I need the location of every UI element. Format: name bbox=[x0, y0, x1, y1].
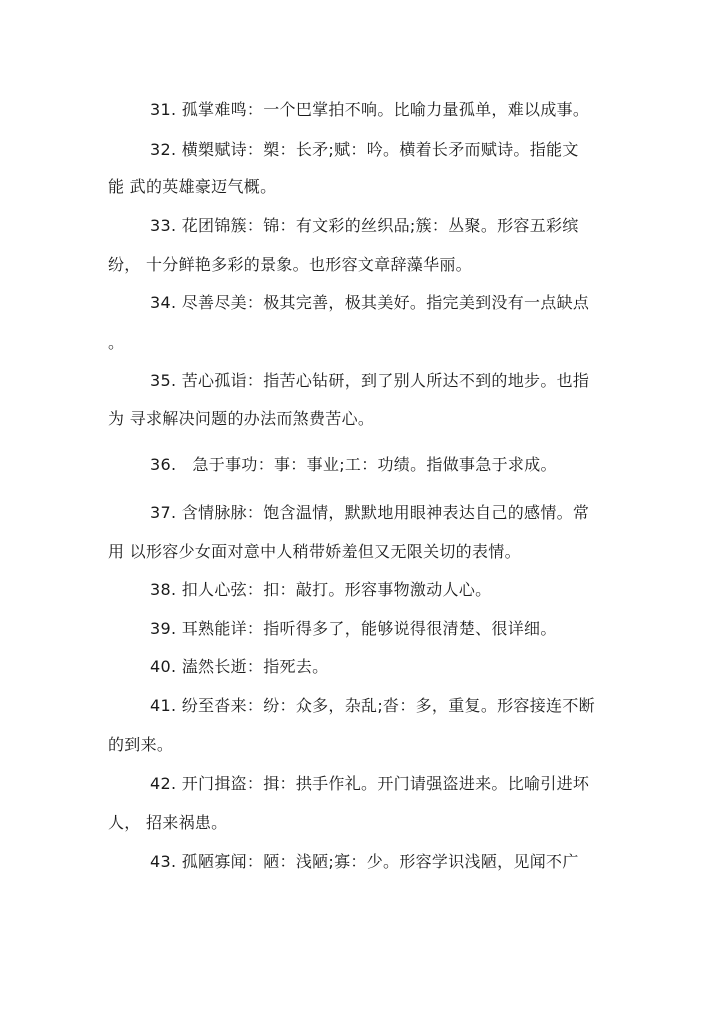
entry-32-line-2: 能 武的英雄豪迈气概。 bbox=[108, 177, 277, 196]
entry-37-line-2: 用 以形容少女面对意中人稍带娇羞但又无限关切的表情。 bbox=[108, 542, 521, 561]
entry-43-line-1: 43. 孤陋寡闻：陋：浅陋;寡：少。形容学识浅陋，见闻不广 bbox=[150, 852, 579, 871]
entry-33-line-1: 33. 花团锦簇：锦：有文彩的丝织品;簇：丛聚。形容五彩缤 bbox=[150, 216, 579, 235]
entry-38-line-1: 38. 扣人心弦：扣：敲打。形容事物激动人心。 bbox=[150, 580, 492, 599]
entry-34-line-2: 。 bbox=[108, 333, 125, 352]
entry-34-line-1: 34. 尽善尽美：极其完善，极其美好。指完美到没有一点缺点 bbox=[150, 293, 590, 312]
entry-31-line-1: 31. 孤掌难鸣：一个巴掌拍不响。比喻力量孤单，难以成事。 bbox=[150, 100, 590, 119]
entry-32-line-1: 32. 横槊赋诗：槊：长矛;赋：吟。横着长矛而赋诗。指能文 bbox=[150, 140, 579, 159]
entry-37-line-1: 37. 含情脉脉：饱含温情，默默地用眼神表达自己的感情。常 bbox=[150, 503, 590, 522]
entry-42-line-1: 42. 开门揖盗：揖：拱手作礼。开门请强盗进来。比喻引进坏 bbox=[150, 774, 590, 793]
entry-42-line-2: 人， 招来祸患。 bbox=[108, 813, 228, 832]
entry-36-line-1: 36. 急于事功：事：事业;工：功绩。指做事急于求成。 bbox=[150, 455, 557, 474]
entry-41-line-1: 41. 纷至沓来：纷：众多，杂乱;沓：多，重复。形容接连不断 bbox=[150, 696, 595, 715]
entry-33-line-2: 纷， 十分鲜艳多彩的景象。也形容文章辞藻华丽。 bbox=[108, 255, 472, 274]
entry-35-line-1: 35. 苦心孤诣：指苦心钻研，到了别人所达不到的地步。也指 bbox=[150, 371, 590, 390]
entry-41-line-2: 的到来。 bbox=[108, 735, 174, 754]
entry-35-line-2: 为 寻求解决问题的办法而煞费苦心。 bbox=[108, 409, 375, 428]
entry-40-line-1: 40. 溘然长逝：指死去。 bbox=[150, 657, 329, 676]
entry-39-line-1: 39. 耳熟能详：指听得多了，能够说得很清楚、很详细。 bbox=[150, 619, 557, 638]
